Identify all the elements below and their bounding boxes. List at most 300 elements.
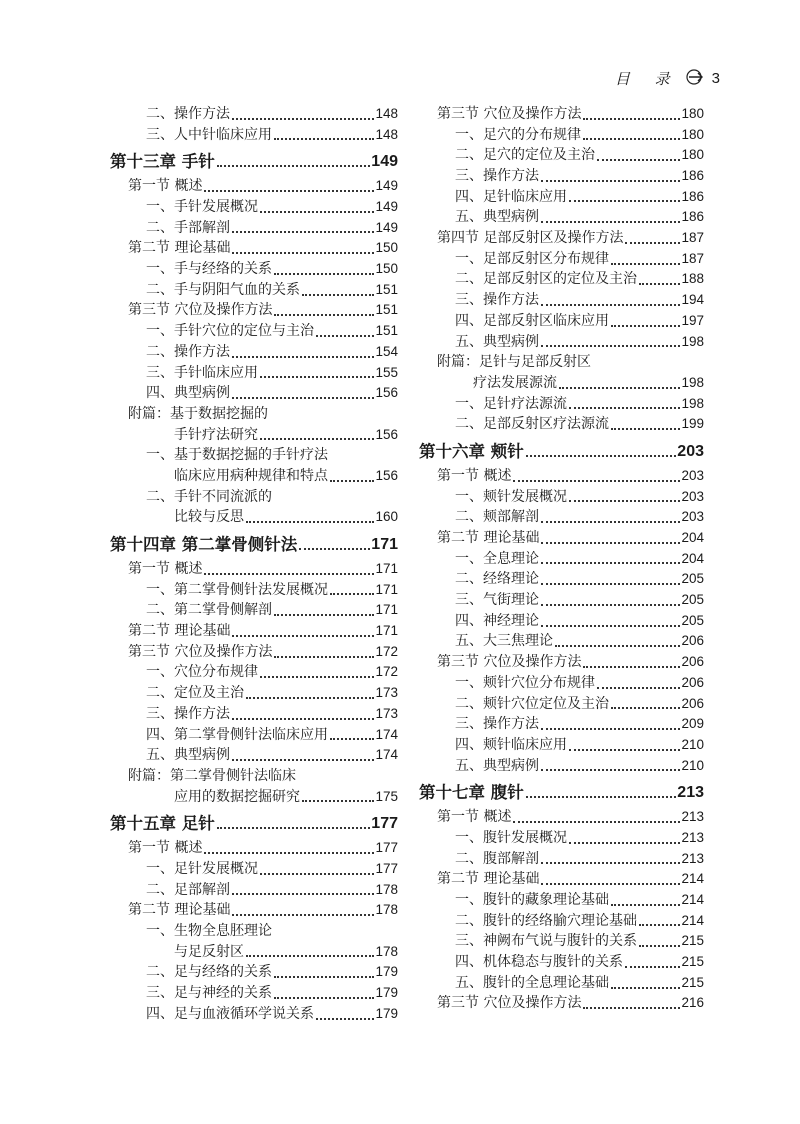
dot-leader [639,945,680,947]
toc-page-number: 199 [681,416,704,432]
dot-leader [232,718,374,720]
dot-leader [639,924,680,926]
toc-entry-item [110,683,398,704]
toc-entry-item [419,270,704,291]
toc-entry-item [419,487,704,508]
toc-entry-title: 第一节 概述 [128,561,203,578]
dot-leader [541,604,680,606]
toc-entry-item [419,694,704,715]
dot-leader [260,211,374,213]
toc-entry-title: 第一节 概述 [437,809,512,826]
toc-entry-chapter [110,811,398,836]
dot-leader [330,593,374,595]
toc-entry-title: 第十七章 腹针 [419,783,524,803]
toc-entry-item [419,187,704,208]
toc-entry-item [110,125,398,146]
toc-entry-title: 临床应用病种规律和特点 [174,467,328,484]
toc-entry-title: 第十三章 手针 [110,152,215,172]
page-number: 3 [711,70,720,87]
toc-page-number: 175 [375,788,398,804]
toc-entry-title: 二、腹部解剖 [455,850,539,867]
dot-leader [611,325,680,327]
toc-entry-item [419,714,704,735]
toc-entry-item [419,207,704,228]
dot-leader [541,180,680,182]
toc-entry-item [419,332,704,353]
dot-leader [569,407,680,409]
toc-page-number: 149 [375,199,398,215]
toc-page-number: 204 [681,530,704,546]
dot-leader [232,231,374,233]
toc-entry-item [419,735,704,756]
toc-entry-title: 三、人中针临床应用 [146,126,272,143]
dot-leader [569,500,680,502]
toc-entry-title: 第十六章 颊针 [419,442,524,461]
toc-entry-section [110,621,398,642]
toc-entry-item [419,290,704,311]
dot-leader [274,997,374,999]
toc-page-number: 156 [375,426,398,442]
toc-page-number: 156 [375,467,398,483]
toc-page-number: 198 [681,374,704,390]
dot-leader [541,221,680,223]
dot-leader [274,656,374,658]
toc-entry-item [419,828,704,849]
dot-leader [526,796,677,798]
dot-leader [302,800,374,802]
dot-leader [541,345,680,347]
toc-entry-item [419,632,704,653]
dot-leader [330,480,374,482]
toc-entry-title: 二、第二掌骨侧解剖 [146,602,272,619]
toc-entry-title: 一、颊针穴位分布规律 [455,674,595,691]
toc-entry-title: 第十五章 足针 [110,814,215,834]
toc-entry-title: 三、气街理论 [455,592,539,609]
toc-page-number: 210 [681,757,704,773]
toc-entry-section [419,994,704,1015]
toc-page-number: 180 [681,105,704,121]
toc-entry-item [110,983,398,1004]
toc-page-number: 206 [681,695,704,711]
toc-entry-item [110,197,398,218]
toc-entry-cont [110,425,398,446]
toc-entry-title: 第二节 理论基础 [437,530,540,547]
toc-entry-title: 二、足部反射区的定位及主治 [455,271,637,288]
toc-page-number: 179 [375,1005,398,1021]
toc-page-number: 197 [681,312,704,328]
toc-page-number: 174 [375,726,398,742]
toc-entry-item [419,394,704,415]
toc-entry-title: 一、全息理论 [455,550,539,567]
toc-entry-item [110,104,398,125]
toc-entry-title: 三、操作方法 [146,705,230,722]
dot-leader [274,138,374,140]
toc-entry-title: 一、穴位分布规律 [146,664,258,681]
toc-entry-appendix [110,766,398,787]
toc-page-number: 171 [375,623,398,639]
dot-leader [204,573,374,575]
toc-entry-title: 二、足穴的定位及主治 [455,147,595,164]
toc-page-number: 215 [681,954,704,970]
toc-entry-title: 二、定位及主治 [146,685,244,702]
toc-page-number: 172 [375,643,398,659]
toc-entry-item [110,962,398,983]
dot-leader [639,283,680,285]
toc-page-number: 209 [681,716,704,732]
toc-page-number: 151 [375,281,398,297]
toc-entry-item [419,507,704,528]
toc-entry-cont [110,942,398,963]
dot-leader [316,1018,374,1020]
toc-entry-title: 一、腹针发展概况 [455,829,567,846]
dot-leader [583,118,680,120]
toc-page-number: 177 [375,860,398,876]
toc-page-number: 213 [681,809,704,825]
dot-leader [541,304,680,306]
toc-entry-cont [110,787,398,808]
toc-entry-item [110,725,398,746]
toc-page-number: 148 [375,105,398,121]
dot-leader [260,873,374,875]
dot-leader [541,542,680,544]
toc-entry-section [110,559,398,580]
toc-entry-title: 一、第二掌骨侧针法发展概况 [146,581,328,598]
toc-entry-item [419,311,704,332]
toc-page-number: 206 [681,633,704,649]
toc-entry-title: 二、足部解剖 [146,881,230,898]
toc-entry-item [110,580,398,601]
toc-entry-title: 三、操作方法 [455,716,539,733]
toc-entry-section [419,869,704,890]
toc-entry-item [110,342,398,363]
toc-entry-section [110,838,398,859]
toc-entry-title: 二、颊针穴位定位及主治 [455,695,609,712]
toc-entry-item [110,445,398,466]
toc-entry-title: 第三节 穴位及操作方法 [437,105,582,122]
toc-page-number: 171 [375,602,398,618]
toc-entry-section [419,528,704,549]
toc-entry-item [110,487,398,508]
arrow-right-icon [686,69,706,89]
dot-leader [625,966,680,968]
toc-page-number: 150 [375,261,398,277]
toc-entry-title: 五、典型病例 [146,747,230,764]
toc-entry-title: 一、手与经络的关系 [146,261,272,278]
toc-entry-item [419,973,704,994]
toc-entry-title: 第二节 理论基础 [128,623,231,640]
toc-entry-title: 三、手针临床应用 [146,364,258,381]
toc-page-number: 154 [375,343,398,359]
toc-entry-section [419,652,704,673]
toc-page-number: 186 [681,209,704,225]
dot-leader [204,852,374,854]
toc-page-number: 171 [375,561,398,577]
dot-leader [611,707,680,709]
toc-right-column [419,104,704,1014]
toc-entry-title: 五、典型病例 [455,209,539,226]
toc-entry-title: 与足反射区 [174,943,244,960]
toc-entry-title: 第二节 理论基础 [128,902,231,919]
dot-leader [232,893,374,895]
toc-entry-item [419,931,704,952]
dot-leader [260,676,374,678]
toc-page-number: 213 [677,784,704,802]
dot-leader [232,252,374,254]
toc-entry-title: 四、颊针临床应用 [455,736,567,753]
toc-entry-section [419,466,704,487]
dot-leader [232,356,374,358]
toc-page-number: 194 [681,292,704,308]
toc-entry-section [110,301,398,322]
toc-entry-section [419,807,704,828]
dot-leader [597,159,680,161]
toc-page-number: 178 [375,943,398,959]
toc-page-number: 198 [681,333,704,349]
toc-entry-title: 二、经络理论 [455,571,539,588]
toc-page-number: 180 [681,147,704,163]
toc-entry-item [110,363,398,384]
toc-page-number: 172 [375,664,398,680]
dot-leader [330,738,374,740]
toc-entry-chapter [419,780,704,805]
toc-entry-item [419,549,704,570]
toc-entry-title: 四、第二掌骨侧针法临床应用 [146,726,328,743]
toc-page-number: 187 [681,250,704,266]
toc-entry-section [419,104,704,125]
toc-entry-title: 附篇：基于数据挖掘的 [128,405,268,422]
toc-entry-title: 四、足针临床应用 [455,188,567,205]
toc-entry-title: 四、足部反射区临床应用 [455,312,609,329]
toc-entry-title: 疗法发展源流 [473,374,557,391]
toc-page-number: 210 [681,736,704,752]
toc-page-number: 206 [681,674,704,690]
toc-entry-item [419,414,704,435]
toc-entry-title: 一、手针穴位的定位与主治 [146,323,314,340]
dot-leader [541,862,680,864]
dot-leader [625,242,680,244]
dot-leader [232,397,374,399]
toc-entry-cont [110,507,398,528]
dot-leader [541,521,680,523]
dot-leader [541,883,680,885]
toc-entry-title: 一、足针发展概况 [146,860,258,877]
toc-entry-title: 一、足针疗法源流 [455,395,567,412]
toc-page-number: 173 [375,685,398,701]
toc-entry-item [110,218,398,239]
toc-page-number: 203 [677,443,704,460]
toc-entry-title: 四、典型病例 [146,385,230,402]
toc-entry-title: 一、腹针的藏象理论基础 [455,892,609,909]
toc-entry-title: 二、足与经络的关系 [146,964,272,981]
toc-left-column [110,104,398,1025]
toc-page-number: 149 [371,153,398,171]
toc-page-number: 174 [375,747,398,763]
toc-page-number: 173 [375,705,398,721]
dot-leader [316,335,374,337]
toc-page-number: 178 [375,902,398,918]
dot-leader [204,190,374,192]
toc-entry-title: 二、颊部解剖 [455,509,539,526]
toc-entry-section [110,642,398,663]
toc-entry-item [419,166,704,187]
toc-page-number: 148 [375,126,398,142]
toc-page-number: 171 [371,536,398,554]
toc-page-number: 213 [681,829,704,845]
toc-page-number: 186 [681,188,704,204]
toc-entry-title: 第三节 穴位及操作方法 [437,654,582,671]
toc-entry-title: 第二节 理论基础 [128,240,231,257]
toc-entry-title: 一、足穴的分布规律 [455,126,581,143]
dot-leader [541,769,680,771]
dot-leader [526,455,677,457]
toc-entry-title: 五、典型病例 [455,757,539,774]
toc-page-number: 171 [375,581,398,597]
toc-entry-item [110,859,398,880]
dot-leader [246,955,374,957]
toc-entry-item [110,880,398,901]
toc-entry-item [110,1004,398,1025]
toc-entry-item [419,590,704,611]
dot-leader [513,821,680,823]
toc-page-number: 177 [371,815,398,833]
toc-entry-item [419,145,704,166]
toc-entry-title: 五、腹针的全息理论基础 [455,974,609,991]
toc-entry-title: 第二节 理论基础 [437,871,540,888]
dot-leader [569,842,680,844]
toc-entry-section [110,900,398,921]
toc-entry-section [419,228,704,249]
dot-leader [217,827,371,829]
toc-entry-title: 三、操作方法 [455,292,539,309]
dot-leader [541,625,680,627]
dot-leader [541,562,680,564]
toc-entry-title: 五、典型病例 [455,333,539,350]
toc-entry-title: 第一节 概述 [128,840,203,857]
toc-entry-title: 二、足部反射区疗法源流 [455,416,609,433]
toc-entry-item [419,569,704,590]
dot-leader [246,521,374,523]
toc-page-number: 186 [681,168,704,184]
dot-leader [299,548,370,550]
toc-entry-item [419,756,704,777]
toc-entry-item [110,704,398,725]
toc-entry-item [419,911,704,932]
toc-entry-title: 三、操作方法 [455,168,539,185]
toc-entry-title: 手针疗法研究 [174,426,258,443]
toc-entry-title: 第十四章 第二掌骨侧针法 [110,535,298,555]
dot-leader [611,428,680,430]
toc-page-number: 160 [375,509,398,525]
toc-entry-title: 三、足与神经的关系 [146,985,272,1002]
toc-page-number: 188 [681,271,704,287]
dot-leader [260,438,374,440]
toc-page-number: 180 [681,126,704,142]
toc-entry-title: 比较与反思 [174,509,244,526]
dot-leader [583,666,680,668]
toc-page-number: 178 [375,881,398,897]
toc-page-number: 179 [375,964,398,980]
toc-page-number: 151 [375,302,398,318]
dot-leader [274,614,374,616]
toc-entry-item [419,125,704,146]
dot-leader [274,314,374,316]
toc-entry-title: 二、操作方法 [146,343,230,360]
toc-page-number: 187 [681,230,704,246]
toc-page-number: 156 [375,385,398,401]
toc-entry-item [110,259,398,280]
toc-entry-item [419,952,704,973]
dot-leader [611,987,680,989]
toc-entry-cont [110,466,398,487]
toc-entry-item [419,611,704,632]
toc-entry-appendix [110,404,398,425]
toc-entry-chapter [110,532,398,557]
toc-entry-section [110,176,398,197]
page-header [615,68,720,89]
dot-leader [569,749,680,751]
toc-entry-cont2 [419,373,704,394]
toc-entry-title: 四、机体稳态与腹针的关系 [455,954,623,971]
toc-entry-item [419,890,704,911]
toc-entry-item [110,921,398,942]
toc-entry-title: 二、手部解剖 [146,219,230,236]
toc-entry-chapter [419,439,704,464]
toc-entry-title: 附篇：足针与足部反射区 [437,354,591,371]
toc-entry-title: 一、生物全息胚理论 [146,923,272,940]
toc-entry-title: 二、操作方法 [146,105,230,122]
toc-page-number: 215 [681,974,704,990]
toc-page-number: 205 [681,592,704,608]
dot-leader [232,118,374,120]
toc-entry-title: 附篇：第二掌骨侧针法临床 [128,767,296,784]
toc-entry-appendix [419,352,704,373]
dot-leader [583,1007,680,1009]
dot-leader [611,904,680,906]
dot-leader [260,376,374,378]
toc-entry-item [419,249,704,270]
toc-page-number: 149 [375,219,398,235]
toc-page-number: 179 [375,985,398,1001]
dot-leader [569,200,680,202]
toc-page-number: 203 [681,488,704,504]
toc-entry-item [110,745,398,766]
dot-leader [274,976,374,978]
header-title: 目 录 [614,70,680,88]
toc-page-number: 155 [375,364,398,380]
toc-page-number: 204 [681,550,704,566]
toc-entry-item [419,849,704,870]
toc-entry-item [110,663,398,684]
toc-page-number: 203 [681,467,704,483]
toc-entry-item [419,673,704,694]
toc-entry-section [110,238,398,259]
toc-page-number: 213 [681,850,704,866]
dot-leader [611,263,680,265]
dot-leader [232,635,374,637]
toc-page-number: 150 [375,240,398,256]
dot-leader [246,697,374,699]
toc-entry-title: 四、神经理论 [455,612,539,629]
toc-page-number: 149 [375,178,398,194]
toc-entry-title: 一、足部反射区分布规律 [455,250,609,267]
toc-entry-title: 第四节 足部反射区及操作方法 [437,230,624,247]
toc-entry-title: 应用的数据挖掘研究 [174,788,300,805]
toc-page-number: 216 [681,995,704,1011]
toc-page-number: 151 [375,323,398,339]
toc-entry-title: 四、足与血液循环学说关系 [146,1005,314,1022]
dot-leader [541,728,680,730]
toc-entry-title: 第一节 概述 [437,467,512,484]
